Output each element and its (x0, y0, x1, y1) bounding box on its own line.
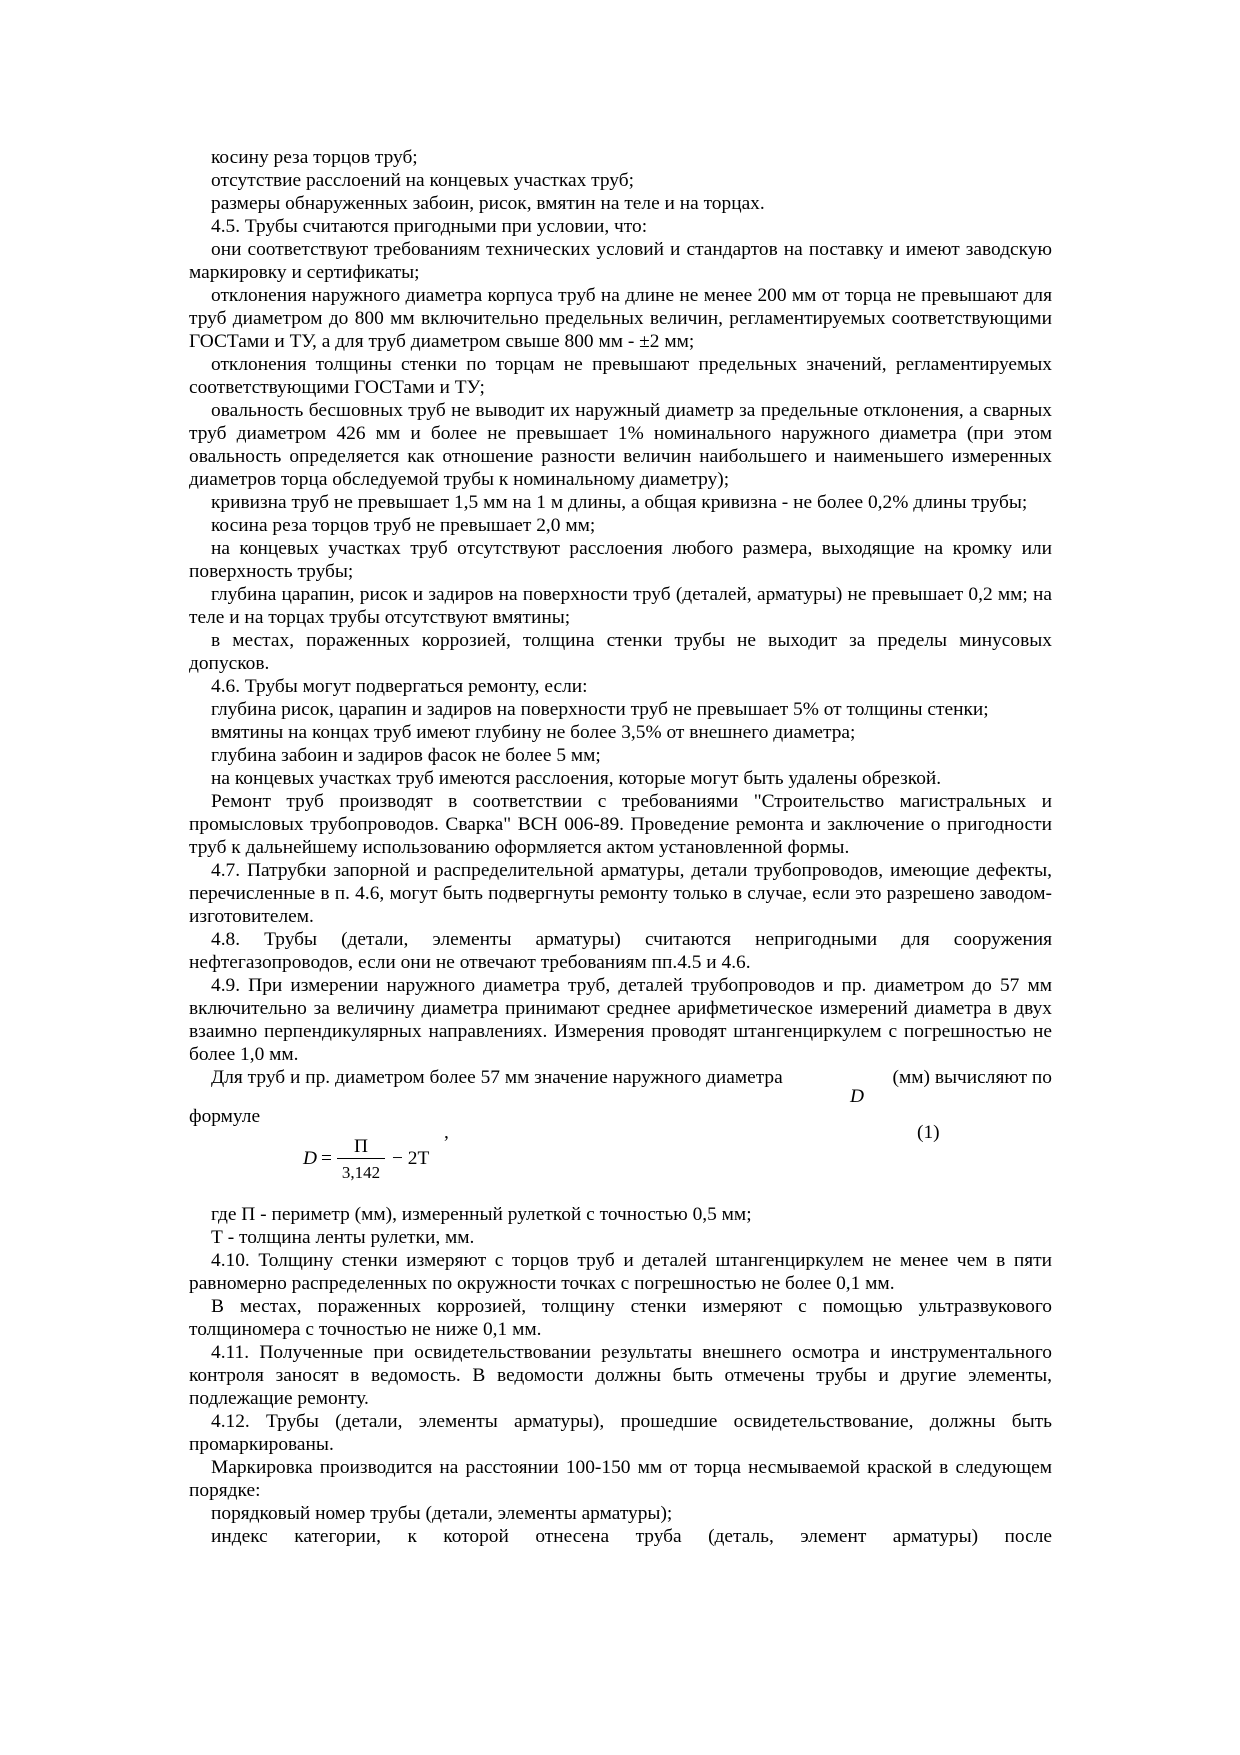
formula-block (189, 1122, 1052, 1203)
formula-lhs: D (303, 1148, 318, 1169)
formula-intro-after: (мм) вычисляют по (892, 1067, 1052, 1088)
paragraph: отклонения наружного диаметра корпуса труб на длине не менее 200 мм от торца не превышают для труб диаметром до 800 мм включительно предельных величин, регламентируемых соответствующими ГОСТами и ТУ, а для труб диаметром свыше 800 мм - ±2 мм; (189, 285, 1052, 352)
paragraph: овальность бесшовных труб не выводит их наружный диаметр за предельные отклонения, а сварных труб диаметром 426 мм и более не превышает 1% номинального наружного диаметра (при этом овальность определяется как отношение разности величин наибольшего и наименьшего измеренных диаметров торца обследуемой трубы к номинальному диаметру); (189, 400, 1052, 490)
formula-comma: , (444, 1122, 449, 1143)
paragraph: 4.12. Трубы (детали, элементы арматуры), прошедшие освидетельствование, должны быть промаркированы. (189, 1411, 1052, 1455)
paragraph: в местах, пораженных коррозией, толщина стенки трубы не выходит за пределы минусовых допусков. (189, 630, 1052, 674)
paragraph: кривизна труб не превышает 1,5 мм на 1 м длины, а общая кривизна - не более 0,2% длины трубы; (211, 492, 1028, 513)
paragraphs-bottom (189, 1203, 1052, 1548)
paragraph: где П - периметр (мм), измеренный рулеткой с точностью 0,5 мм; (211, 1204, 752, 1225)
paragraph: Ремонт труб производят в соответствии с требованиями "Строительство магистральных и промысловых трубопроводов. Сварка" ВСН 006-89. Проведение ремонта и заключение о пригодности труб к дальнейшему использованию оформляется актом установленной формы. (189, 791, 1052, 858)
fraction-bar (337, 1158, 385, 1159)
document-page (189, 146, 1052, 1548)
formula-intro (189, 1066, 1052, 1118)
paragraphs-top (189, 146, 1052, 1066)
paragraph: глубина царапин, рисок и задиров на поверхности труб (деталей, арматуры) не превышает 0,2 мм; на теле и на торцах трубы отсутствуют вмятины; (189, 584, 1052, 628)
paragraph: отсутствие расслоений на концевых участках труб; (211, 170, 634, 191)
paragraph: Т - толщина ленты рулетки, мм. (211, 1227, 475, 1248)
paragraph: на концевых участках труб имеются расслоения, которые могут быть удалены обрезкой. (211, 768, 942, 789)
paragraph: 4.6. Трубы могут подвергаться ремонту, если: (211, 676, 588, 697)
paragraph: косина реза торцов труб не превышает 2,0 мм; (211, 515, 596, 536)
paragraph: порядковый номер трубы (детали, элементы арматуры); (211, 1503, 673, 1524)
paragraph: 4.5. Трубы считаются пригодными при условии, что: (211, 216, 648, 237)
paragraph: на концевых участках труб отсутствуют расслоения любого размера, выходящие на кромку или поверхность трубы; (189, 538, 1052, 582)
paragraph: 4.8. Трубы (детали, элементы арматуры) считаются непригодными для сооружения нефтегазопроводов, если они не отвечают требованиям пп.4.5 и 4.6. (189, 929, 1052, 973)
formula-numerator: П (353, 1136, 368, 1157)
paragraph: Маркировка производится на расстоянии 100-150 мм от торца несмываемой краской в следующем порядке: (189, 1457, 1052, 1501)
paragraph: 4.7. Патрубки запорной и распределительной арматуры, детали трубопроводов, имеющие дефекты, перечисленные в п. 4.6, могут быть подвергнуты ремонту только в случае, если это разрешено заводом-изготовителем. (189, 860, 1052, 927)
formula-intro-next-line: формуле (189, 1106, 261, 1127)
paragraph: отклонения толщины стенки по торцам не превышают предельных значений, регламентируемых соответствующими ГОСТами и ТУ; (189, 354, 1052, 398)
paragraph: глубина забоин и задиров фасок не более 5 мм; (211, 745, 601, 766)
formula-equals: = (321, 1148, 332, 1169)
paragraph: В местах, пораженных коррозией, толщину стенки измеряют с помощью ультразвукового толщиномера с точностью не ниже 0,1 мм. (189, 1296, 1052, 1340)
paragraph: 4.9. При измерении наружного диаметра труб, деталей трубопроводов и пр. диаметром до 57 мм включительно за величину диаметра принимают среднее арифметическое измерений диаметра в двух взаимно перпендикулярных направлениях. Измерения проводят штангенциркулем с погрешностью не более 1,0 мм. (189, 975, 1052, 1065)
paragraph: размеры обнаруженных забоин, рисок, вмятин на теле и на торцах. (211, 193, 765, 214)
paragraph: 4.11. Полученные при освидетельствовании результаты внешнего осмотра и инструментального контроля заносят в ведомость. В ведомости должны быть отмечены трубы и другие элементы, подлежащие ремонту. (189, 1342, 1052, 1409)
paragraph: индекс категории, к которой отнесена труба (деталь, элемент арматуры) после (211, 1526, 1052, 1547)
formula-intro-before: Для труб и пр. диаметром более 57 мм значение наружного диаметра (211, 1067, 783, 1088)
paragraph: вмятины на концах труб имеют глубину не более 3,5% от внешнего диаметра; (211, 722, 856, 743)
formula-denominator: 3,142 (341, 1163, 381, 1182)
formula-number: (1) (917, 1122, 940, 1143)
paragraph: 4.10. Толщину стенки измеряют с торцов труб и деталей штангенциркулем не менее чем в пяти равномерно распределенных по окружности точках с погрешностью не более 0,1 мм. (189, 1250, 1052, 1294)
diameter-symbol: D (850, 1086, 865, 1107)
paragraph: они соответствуют требованиям технических условий и стандартов на поставку и имеют заводскую маркировку и сертификаты; (189, 239, 1052, 283)
paragraph: косину реза торцов труб; (211, 147, 418, 168)
formula-tail: − 2Т (392, 1148, 430, 1169)
paragraph: глубина рисок, царапин и задиров на поверхности труб не превышает 5% от толщины стенки; (211, 699, 989, 720)
